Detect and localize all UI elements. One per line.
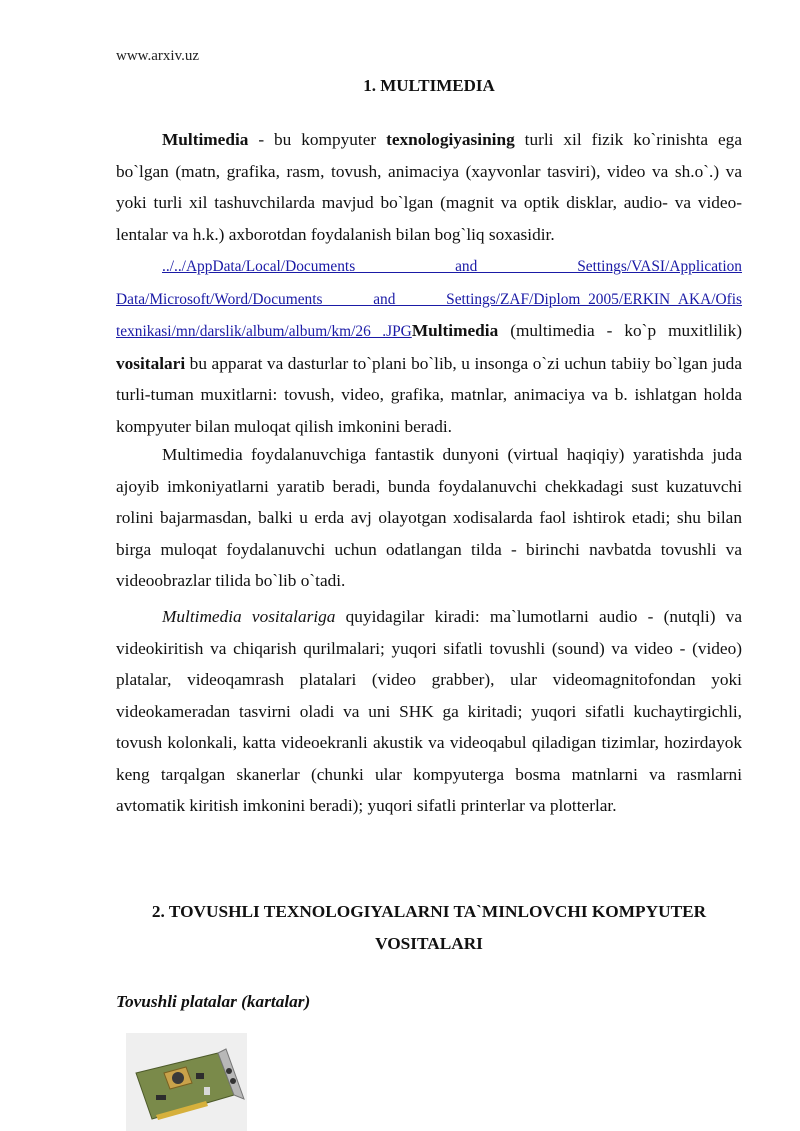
subheading-sound-cards: Tovushli platalar (kartalar) bbox=[116, 992, 311, 1011]
paragraph-text: turli xil fizik ko`rinishta ega bo`lgan (matn, grafika, rasm, tovush, animaciya (xayvonlar tasviri), video va sh.o`.) va yoki turli xil tashuvchilarda mavjud bo`lgan (magnit va optik disklar, audio- va video-lentalar va h.k.) axborotdan foydalanish bilan bog`liq soxasidir. bbox=[116, 130, 742, 244]
term-multimedia-vositalariga: Multimedia vositalariga bbox=[162, 607, 336, 626]
paragraph-text: - bu kompyuter bbox=[248, 130, 387, 149]
term-vositalari: vositalari bbox=[116, 353, 186, 373]
term-texnologiyasining: texnologiyasining bbox=[386, 130, 515, 149]
section-title-sound-technologies: 2. TOVUSHLI TEXNOLOGIYALARNI TA`MINLOVCHI KOMPYUTER VOSITALARI bbox=[151, 902, 707, 953]
paragraph-multimedia-tools bbox=[116, 250, 742, 442]
sound-card-photo-icon bbox=[126, 1033, 247, 1131]
site-url: www.arxiv.uz bbox=[116, 48, 200, 64]
paragraph-text: bu apparat va dasturlar to`plani bo`lib, u insonga o`zi uchun tabiiy bo`lgan juda turli-tuman muxitlarni: tovush, video, grafika, matnlar, animaciya va b. ishlatgan holda kompyuter bilan muloqat qilish imkonini beradi. bbox=[116, 353, 742, 436]
paragraph-text: (multimedia - ko`p muxitlilik) bbox=[498, 321, 742, 340]
term-multimedia-2: Multimedia bbox=[411, 321, 499, 340]
image-file-link[interactable]: ../../AppData/Local/Documents and Settings/VASI/Application Data/Microsoft/Word/Documents and Settings/ZAF/Diplom_2005/ERKIN_AKA/Ofis texnikasi/mn/darslik/album/album/km/26 .JPG bbox=[116, 258, 742, 340]
paragraph-virtual-world: Multimedia foydalanuvchiga fantastik dunyoni (virtual haqiqiy) yaratishda juda ajoyib imkoniyatlarni yaratib beradi, bunda foydalanuvchi chekkadagi sust kuzatuvchi rolini bajarmasdan, balki u erda avj olayotgan xodisalarda faol ishtirok etadi; shu bilan birga muloqat foydalanuvchi uchun odatlangan tilda - birinchi navbatda tovushli va videoobrazlar tilida bo`lib o`tadi. bbox=[116, 445, 742, 590]
section-title-multimedia: 1. MULTIMEDIA bbox=[363, 76, 495, 95]
paragraph-multimedia-devices bbox=[116, 601, 742, 822]
term-multimedia: Multimedia bbox=[162, 130, 249, 149]
sound-card-illustration bbox=[126, 1033, 247, 1131]
paragraph-multimedia-definition bbox=[116, 124, 742, 250]
paragraph-text: quyidagilar kiradi: ma`lumotlarni audio - (nutqli) va videokiritish va chiqarish qurilmalari; yuqori sifatli tovushli (sound) va video - (video) platalar, videoqamrash platalari (video grabber), ular videomagnitofondan yoki videokameradan tasvirni oladi va uni SHK ga kiritadi; yuqori sifatli kuchaytirgichli, tovush kolonkali, katta videoekranli akustik va videoqabul qiladigan tizimlar, hozirdayok keng tarqalgan skanerlar (chunki ular kompyuterga bosma matnlarni va rasmlarni avtomatik kiritish imkonini beradi); yuqori sifatli printerlar va plotterlar. bbox=[116, 607, 742, 815]
